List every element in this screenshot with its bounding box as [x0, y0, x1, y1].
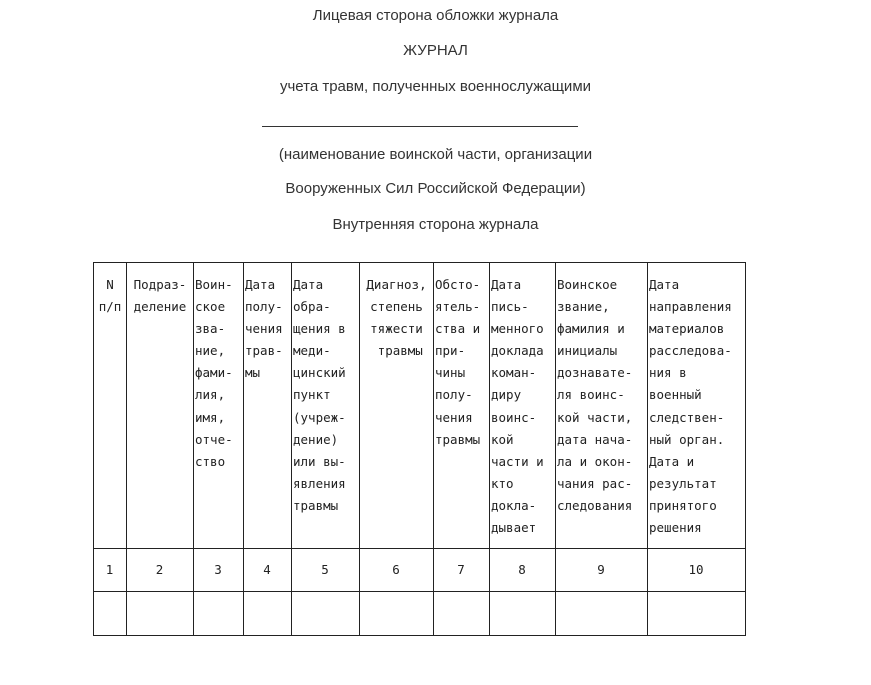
table-header-cell: Дата полу- чения трав- мы	[245, 277, 283, 381]
unit-caption-line2: Вооруженных Сил Российской Федерации)	[285, 180, 586, 197]
table-header-cell: Воинское звание, фамилия и инициалы дознавате- ля воинс- кой части, дата нача- ла и окон- чания рас- следования	[557, 277, 633, 513]
table-column-number: 2	[155, 562, 164, 577]
table-header-cell: Дата направления материалов расследова- ния в военный следствен- ный орган. Дата и результат принятого решения	[649, 277, 732, 536]
injury-journal-table	[93, 262, 746, 636]
table-header-cell: Диагноз, степень тяжести травмы	[366, 277, 427, 359]
table-header-cell: Обсто- ятель- ства и при- чины полу- чения травмы	[435, 277, 481, 447]
table-column-number: 1	[105, 562, 114, 577]
table-header-cell: Воин- ское зва- ние, фами- лия, имя, отче- ство	[195, 277, 233, 469]
unit-caption-line1: (наименование воинской части, организации	[278, 146, 593, 163]
table-bottom-border	[93, 635, 746, 636]
table-column-number: 3	[214, 562, 222, 577]
table-top-border	[93, 262, 746, 263]
table-column-number: 7	[457, 562, 465, 577]
table-header-cell: N п/п	[98, 277, 122, 315]
table-header-cell: Подраз- деление	[133, 277, 187, 315]
table-column-number: 10	[688, 562, 704, 577]
table-column-number: 5	[321, 562, 329, 577]
journal-title: ЖУРНАЛ	[403, 42, 468, 59]
table-column-rule	[745, 262, 746, 636]
table-column-number: 6	[392, 562, 400, 577]
journal-subtitle: учета травм, полученных военнослужащими	[279, 78, 592, 95]
table-header-cell: Дата обра- щения в меди- цинский пункт (учреж- дение) или вы- явления травмы	[293, 277, 346, 513]
table-column-number: 8	[518, 562, 526, 577]
table-header-cell: Дата пись- менного доклада коман- диру воинс- кой части и кто докла- дывает	[491, 277, 544, 536]
unit-name-underline	[262, 126, 578, 127]
table-header-divider	[93, 548, 746, 549]
table-number-divider	[93, 591, 746, 592]
cover-label: Лицевая сторона обложки журнала	[312, 7, 559, 24]
inner-side-label: Внутренняя сторона журнала	[332, 216, 539, 233]
table-column-number: 9	[597, 562, 605, 577]
table-column-number: 4	[263, 562, 271, 577]
